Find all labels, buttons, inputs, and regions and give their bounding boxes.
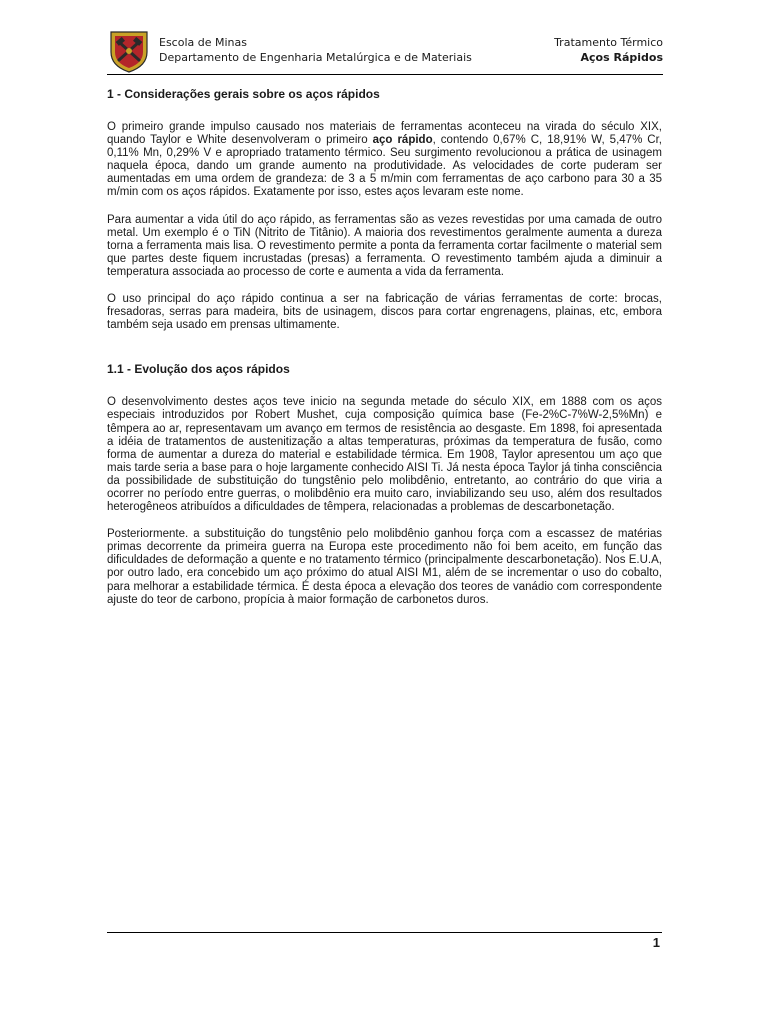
course-name: Tratamento Térmico: [554, 36, 663, 49]
section-heading-1: 1 - Considerações gerais sobre os aços rápidos: [107, 87, 380, 101]
section-title: Considerações gerais sobre os aços rápidos: [124, 87, 380, 101]
paragraph: O primeiro grande impulso causado nos materiais de ferramentas aconteceu na virada do século XIX, quando Taylor e White desenvolveram o primeiro aço rápido, contendo 0,67% C, 18,91% W, 5,47% Cr, 0,11% Mn, 0,29% V e apropriado tratamento térmico. Seu surgimento revolucionou a prática de usinagem naquela época, dando um grande aumento na produtividade. As velocidades de corte puderam ser aumentadas em uma ordem de grandeza: de 3 a 5 m/min com ferramentas de aço carbono para 30 a 35 m/min com os aços rápidos. Exatamente por isso, estes aços levaram este nome.: [107, 121, 662, 199]
page-header: [107, 28, 663, 75]
paragraph: O uso principal do aço rápido continua a ser na fabricação de várias ferramentas de corte: brocas, fresadoras, serras para madeira, bits de usinagem, discos para cortar engrenagens, plainas, etc, embora também seja usado em prensas ultimamente.: [107, 293, 662, 332]
section-number: 1: [107, 87, 114, 101]
header-institution-block: [159, 35, 472, 65]
department-name: Departamento de Engenharia Metalúrgica e de Materiais: [159, 51, 472, 64]
section-number: 1.1: [107, 362, 124, 377]
section-title: Evolução dos aços rápidos: [134, 362, 290, 377]
page-number: 1: [652, 935, 660, 950]
header-course-block: [554, 35, 663, 65]
document-body: [107, 85, 662, 607]
school-crest-icon: [107, 28, 151, 74]
emphasis-term: aço rápido: [372, 134, 433, 147]
document-topic: Aços Rápidos: [580, 51, 663, 64]
paragraph: Posteriormente. a substituição do tungstênio pelo molibdênio ganhou força com a escassez de matérias primas decorrente da primeira guerra na Europa este procedimento não foi bem aceito, em função das dificuldades de deformação a quente e no tratamento térmico (principalmente descarbonetação). Nos E.U.A, por outro lado, era concebido um aço próximo do atual AISI M1, além de se incrementar o uso do cobalto, para melhorar a estabilidade térmica. É desta época a elevação dos teores de vanádio com correspondente ajuste do teor de carbono, propícia à maior formação de carbonetos duros.: [107, 528, 662, 606]
section-heading-1-1: 1.1 - Evolução dos aços rápidos: [107, 362, 290, 377]
paragraph: Para aumentar a vida útil do aço rápido, as ferramentas são as vezes revestidas por uma camada de outro metal. Um exemplo é o TiN (Nitrito de Titânio). A maioria dos revestimentos geralmente aumenta a dureza torna a ferramenta mais lisa. O revestimento permite a ponta da ferramenta cortar facilmente o material sem que partes deste fiquem incrustadas (presas) a ferramenta. O revestimento também ajuda a diminuir a temperatura associada ao processo de corte e aumenta a vida da ferramenta.: [107, 213, 662, 278]
institution-name: Escola de Minas: [159, 36, 247, 49]
paragraph: O desenvolvimento destes aços teve inicio na segunda metade do século XIX, em 1888 com os aços especiais introduzidos por Robert Mushet, cuja composição química base (Fe-2%C-7%W-2,5%Mn) e têmpera ao ar, representavam um avanço em termos de resistência ao desgaste. Em 1898, foi apresentada a idéia de tratamentos de austenitização a altas temperaturas, próximas da temperatura de fusão, como forma de aumentar a dureza do material e estabilidade térmica. Em 1908, Taylor apresentou um aço que mais tarde seria a base para o hoje largamente conhecido AISI Ti. Já nesta época Taylor já tinha consciência da possibilidade de substituição do tungstênio pelo molibdênio, entretanto, ao contrário do que viria a ocorrer no período entre guerras, o molibdênio era muito caro, inviabilizando seu uso, além dos resultados heterogêneos atribuídos a dificuldades de têmpera, relacionadas a problemas de descarbonetação.: [107, 396, 662, 514]
page-footer: [107, 932, 662, 950]
